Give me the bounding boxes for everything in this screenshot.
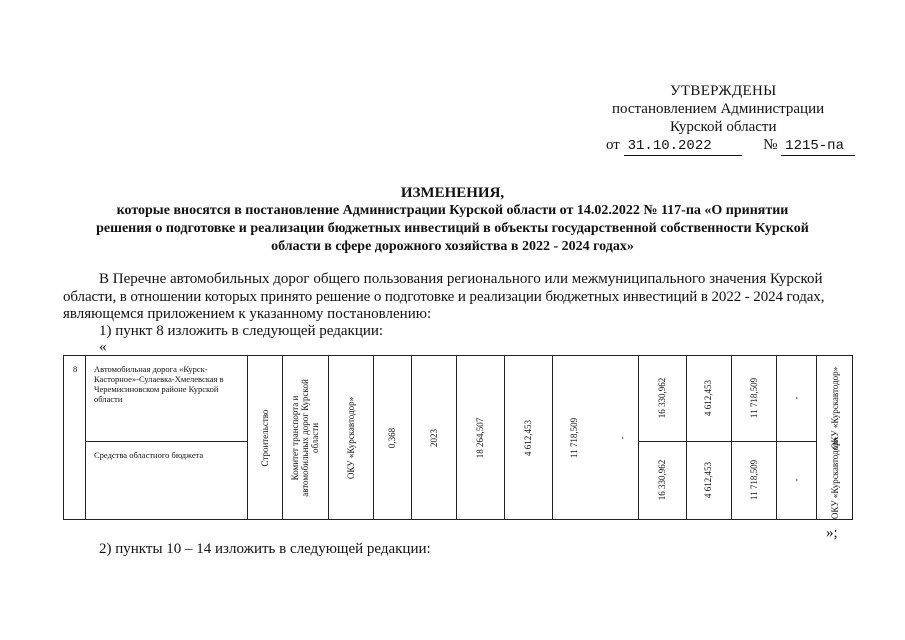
region-line: Курской области	[670, 119, 777, 135]
bottom-total: 16 330,962	[657, 459, 667, 501]
number-prefix: №	[763, 137, 778, 153]
title-heading: ИЗМЕНЕНИЯ,	[400, 185, 505, 201]
cost-2024: -	[617, 436, 627, 440]
title-line-2: решения о подготовке и реализации бюджетных инвестиций в объекты государственной собственности Курской	[96, 221, 809, 236]
top-total: 16 330,962	[657, 377, 667, 419]
title-line-3: области в сфере дорожного хозяйства в 2022 - 2024 годах»	[271, 239, 634, 254]
date-prefix: от	[606, 137, 620, 153]
contractor: ОКУ «Курскавтодор»	[346, 396, 356, 480]
close-quote: »;	[826, 525, 838, 541]
amendment-table	[63, 355, 853, 520]
title-line-1: которые вносятся в постановление Администрации Курской области от 14.02.2022 № 117-па «О принятии	[116, 203, 789, 218]
top-2024: -	[791, 396, 801, 400]
construction-year: 2023	[429, 429, 439, 447]
customer: Комитет транспорта и автомобильных дорог Курской области	[290, 379, 320, 497]
top-2022: 4 612,453	[703, 380, 713, 416]
approval-number: 1215-па	[781, 137, 855, 156]
top-2023: 11 718,509	[749, 377, 759, 419]
work-type: Строительство	[260, 409, 270, 467]
length-km: 0,368	[387, 427, 397, 449]
row-number: 8	[73, 364, 78, 374]
bottom-2023: 11 718,509	[749, 459, 759, 501]
approval-date: 31.10.2022	[624, 137, 742, 156]
paragraph-line-2: области, в отношении которых принято решение о подготовке и реализации бюджетных инвестиций в 2022 - 2024 годах,	[63, 289, 825, 305]
cost-2023: 11 718,509	[569, 417, 579, 459]
date-number-line	[606, 136, 855, 156]
paragraph-line-1: В Перечне автомобильных дорог общего пользования регионального или межмуниципального значения Курской	[99, 271, 823, 287]
paragraph-line-3: являющемся приложением к указанному постановлению:	[63, 306, 432, 322]
approved-label: УТВЕРЖДЕНЫ	[670, 83, 777, 99]
item-1-text: 1) пункт 8 изложить в следующей редакции:	[99, 323, 384, 339]
cost-2022: 4 612,453	[523, 420, 533, 456]
funding-source: Средства областного бюджета	[94, 450, 204, 460]
item-2-text: 2) пункты 10 – 14 изложить в следующей редакции:	[99, 541, 431, 557]
top-recipient: ОКУ «Курскавтодор»	[830, 366, 840, 450]
bottom-recipient: ОКУ «Курскавтодор»	[830, 436, 840, 520]
total-cost: 18 264,507	[475, 417, 485, 459]
open-quote: «	[99, 339, 107, 355]
approved-by-line: постановлением Администрации	[612, 101, 825, 117]
bottom-2024: -	[791, 478, 801, 482]
object-name: Автомобильная дорога «Курск-Касторное»-Сулаевка-Хмелевская в Черемисиновском районе Курской области	[94, 364, 224, 404]
bottom-2022: 4 612,453	[703, 462, 713, 498]
